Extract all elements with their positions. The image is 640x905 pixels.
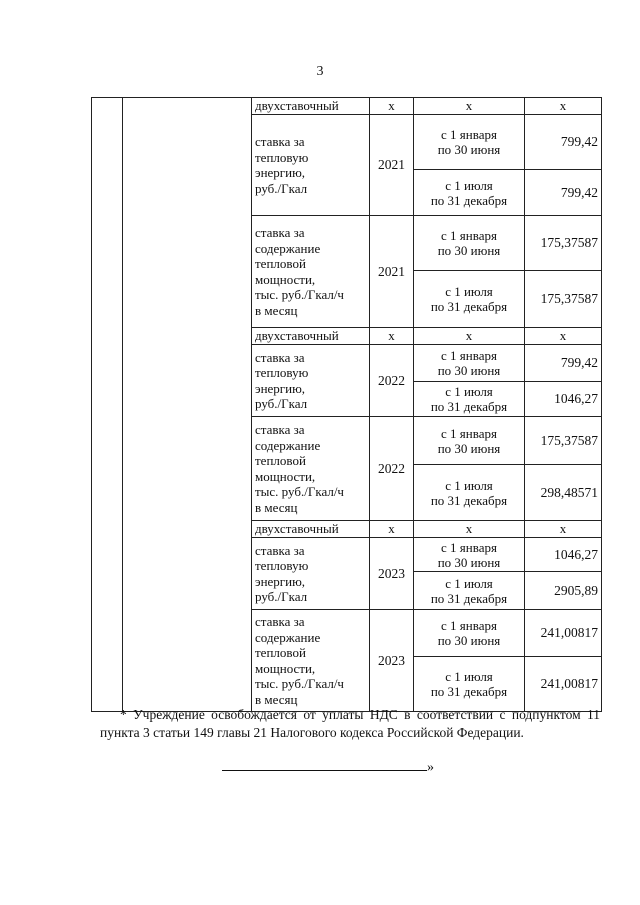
period-line: с 1 июля bbox=[445, 284, 493, 299]
year-cell: 2023 bbox=[370, 538, 414, 610]
period-line: с 1 января bbox=[441, 127, 497, 142]
period-cell bbox=[414, 271, 525, 328]
period-cell bbox=[414, 345, 525, 382]
period-line: по 31 декабря bbox=[430, 684, 508, 699]
not-applicable-mark: х bbox=[414, 521, 525, 538]
year-cell: 2021 bbox=[370, 216, 414, 328]
period-line: с 1 января bbox=[441, 348, 497, 363]
rate-value: 175,37587 bbox=[525, 216, 602, 271]
label-line: руб./Гкал bbox=[255, 396, 308, 411]
label-line: мощности, bbox=[255, 271, 316, 287]
rate-value: 799,42 bbox=[525, 170, 602, 216]
not-applicable-mark: х bbox=[525, 328, 602, 345]
label-line: содержание bbox=[255, 240, 321, 256]
label-line: содержание bbox=[255, 629, 321, 645]
label-line: ставка за bbox=[255, 542, 305, 558]
period-cell bbox=[414, 170, 525, 216]
not-applicable-mark: х bbox=[370, 328, 414, 345]
period-line: по 31 декабря bbox=[430, 299, 508, 314]
period-line: по 30 июня bbox=[437, 363, 501, 378]
period-line: по 31 декабря bbox=[430, 192, 508, 208]
label-line: содержание bbox=[255, 437, 321, 453]
period-line: по 30 июня bbox=[437, 440, 501, 456]
period-line: по 30 июня bbox=[437, 142, 501, 157]
tariff-type-row bbox=[92, 98, 602, 115]
period-line: по 31 декабря bbox=[430, 399, 508, 414]
rate-value: 799,42 bbox=[525, 345, 602, 382]
not-applicable-mark: х bbox=[525, 521, 602, 538]
year-cell: 2021 bbox=[370, 115, 414, 216]
label-line: энергию, bbox=[255, 165, 306, 180]
year-cell: 2023 bbox=[370, 610, 414, 712]
closing-line bbox=[222, 758, 434, 776]
index-column bbox=[92, 98, 123, 712]
not-applicable-mark: х bbox=[370, 521, 414, 538]
period-line: с 1 июля bbox=[445, 575, 493, 591]
label-line: тепловой bbox=[255, 453, 306, 468]
rate-value: 175,37587 bbox=[525, 417, 602, 465]
capacity-rate-label bbox=[252, 216, 370, 328]
label-line: ставка за bbox=[255, 225, 305, 240]
period-cell bbox=[414, 657, 525, 712]
period-line: с 1 января bbox=[441, 425, 497, 441]
label-line: ставка за bbox=[255, 422, 305, 437]
capacity-rate-label bbox=[252, 417, 370, 521]
period-line: по 30 июня bbox=[437, 554, 501, 570]
period-cell bbox=[414, 382, 525, 417]
period-line: с 1 января bbox=[441, 618, 497, 633]
period-cell bbox=[414, 465, 525, 521]
period-cell bbox=[414, 216, 525, 271]
label-line: энергию, bbox=[255, 573, 306, 589]
label-line: в месяц bbox=[255, 302, 298, 318]
label-line: в месяц bbox=[255, 691, 298, 707]
capacity-rate-label bbox=[252, 610, 370, 712]
not-applicable-mark: х bbox=[414, 328, 525, 345]
period-line: с 1 июля bbox=[445, 384, 493, 399]
not-applicable-mark: х bbox=[370, 98, 414, 115]
tariff-type-label: двухставочный bbox=[252, 98, 370, 115]
period-line: с 1 июля bbox=[445, 477, 493, 493]
label-line: мощности, bbox=[255, 660, 316, 676]
rate-value: 1046,27 bbox=[525, 382, 602, 417]
rate-value: 2905,89 bbox=[525, 572, 602, 610]
tariff-table bbox=[91, 97, 602, 712]
label-line: ставка за bbox=[255, 134, 305, 149]
signature-underline bbox=[222, 758, 427, 771]
page-number: 3 bbox=[316, 64, 324, 79]
vat-footnote: * Учреждение освобождается от уплаты НДС в соответствии с подпунктом 11 пункта 3 статьи 149 главы 21 Налогового кодекса Российской Федерации. bbox=[100, 707, 600, 740]
period-line: с 1 января bbox=[441, 228, 497, 243]
period-cell bbox=[414, 115, 525, 170]
period-line: по 30 июня bbox=[437, 633, 501, 648]
period-line: с 1 января bbox=[441, 539, 497, 555]
tariff-type-label: двухставочный bbox=[252, 521, 370, 538]
period-line: с 1 июля bbox=[445, 669, 493, 684]
year-cell: 2022 bbox=[370, 417, 414, 521]
rate-value: 241,00817 bbox=[525, 657, 602, 712]
label-line: руб./Гкал bbox=[255, 589, 308, 604]
label-line: тепловую bbox=[255, 365, 309, 380]
energy-rate-label bbox=[252, 345, 370, 417]
rate-value: 175,37587 bbox=[525, 271, 602, 328]
period-cell bbox=[414, 417, 525, 465]
label-line: в месяц bbox=[255, 499, 298, 515]
rate-value: 799,42 bbox=[525, 115, 602, 170]
period-line: по 31 декабря bbox=[430, 590, 508, 606]
year-cell: 2022 bbox=[370, 345, 414, 417]
period-cell bbox=[414, 572, 525, 610]
label-line: ставка за bbox=[255, 614, 305, 629]
closing-quote: » bbox=[427, 760, 434, 775]
period-line: по 31 декабря bbox=[430, 492, 508, 508]
label-line: тыс. руб./Гкал/ч bbox=[255, 287, 344, 302]
label-line: ставка за bbox=[255, 349, 305, 365]
period-cell bbox=[414, 610, 525, 657]
rate-value: 298,48571 bbox=[525, 465, 602, 521]
label-line: тыс. руб./Гкал/ч bbox=[255, 676, 344, 691]
not-applicable-mark: х bbox=[414, 98, 525, 115]
energy-rate-label bbox=[252, 115, 370, 216]
energy-rate-label bbox=[252, 538, 370, 610]
rate-value: 241,00817 bbox=[525, 610, 602, 657]
label-line: тыс. руб./Гкал/ч bbox=[255, 484, 344, 499]
rate-value: 1046,27 bbox=[525, 538, 602, 572]
label-line: тепловой bbox=[255, 645, 306, 660]
group-column bbox=[123, 98, 252, 712]
label-line: тепловую bbox=[255, 149, 309, 165]
label-line: руб./Гкал bbox=[255, 180, 308, 196]
label-line: энергию, bbox=[255, 380, 306, 396]
label-line: тепловой bbox=[255, 256, 306, 271]
not-applicable-mark: х bbox=[525, 98, 602, 115]
period-line: с 1 июля bbox=[445, 177, 493, 193]
period-cell bbox=[414, 538, 525, 572]
label-line: тепловую bbox=[255, 558, 309, 573]
tariff-type-label: двухставочный bbox=[252, 328, 370, 345]
period-line: по 30 июня bbox=[437, 243, 501, 258]
label-line: мощности, bbox=[255, 468, 316, 484]
